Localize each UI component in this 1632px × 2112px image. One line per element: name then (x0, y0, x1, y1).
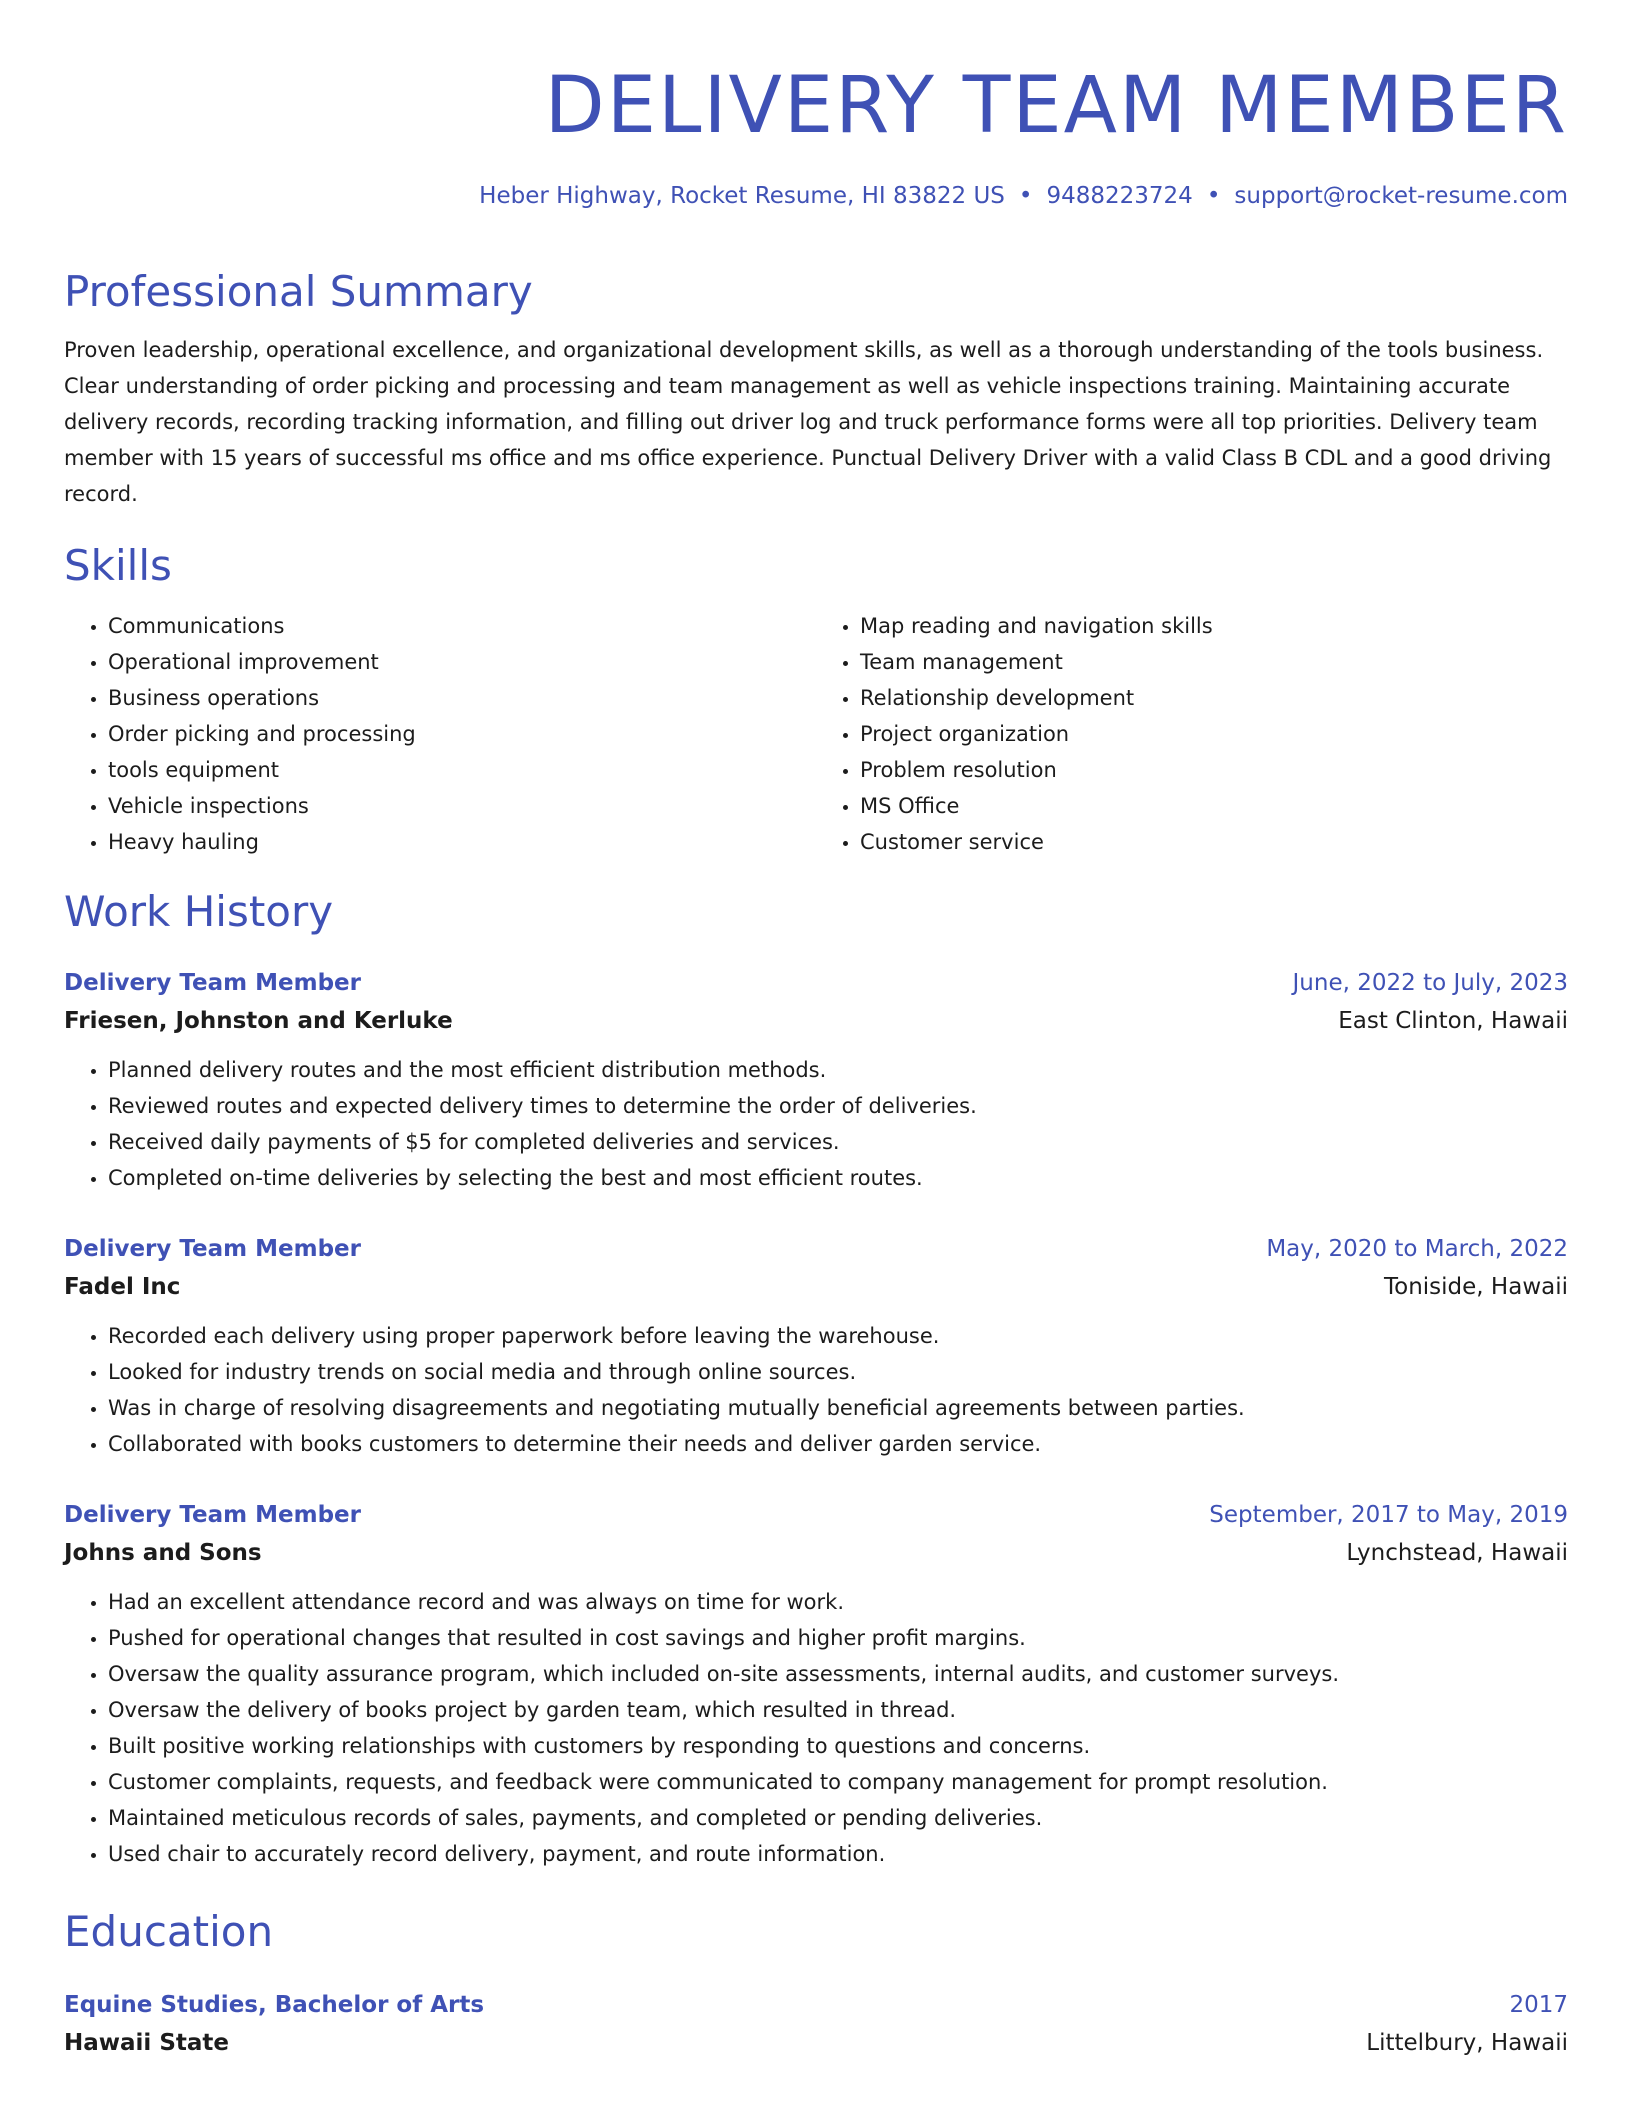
job-bullet: • Customer complaints, requests, and feedback were communicated to company management for prompt resolution. (108, 1764, 1568, 1800)
job-bullet: • Planned delivery routes and the most efficient distribution methods. (108, 1052, 1568, 1088)
skills-heading: Skills (64, 541, 172, 590)
education-heading: Education (64, 1907, 274, 1956)
work-history-heading: Work History (64, 887, 334, 936)
job-title: Delivery Team Member (64, 970, 361, 996)
job-bullet: • Looked for industry trends on social media and through online sources. (108, 1354, 1568, 1390)
job-entry (64, 1496, 1568, 1872)
skill-item: • Customer service (860, 824, 1568, 860)
job-dates: September, 2017 to May, 2019 (1209, 1502, 1568, 1528)
job-bullet: • Used chair to accurately record delivery, payment, and route information. (108, 1836, 1568, 1872)
skill-item: • Communications (108, 608, 816, 644)
contact-address: Heber Highway, Rocket Resume, HI 83822 US (479, 183, 1005, 209)
contact-separator: • (1018, 183, 1033, 209)
job-title: Delivery Team Member (64, 1236, 361, 1262)
job-bullet: • Oversaw the delivery of books project by garden team, which resulted in thread. (108, 1692, 1568, 1728)
job-bullet: • Was in charge of resolving disagreements and negotiating mutually beneficial agreements between parties. (108, 1390, 1568, 1426)
job-dates: May, 2020 to March, 2022 (1266, 1236, 1568, 1262)
job-dates: June, 2022 to July, 2023 (1292, 970, 1568, 996)
degree-title: Equine Studies, Bachelor of Arts (64, 1992, 485, 2018)
job-bullets (64, 1052, 1568, 1196)
company-name: Johns and Sons (64, 1540, 262, 1566)
skills-column-right (816, 608, 1568, 860)
company-name: Fadel Inc (64, 1274, 181, 1300)
skill-item: • Team management (860, 644, 1568, 680)
job-bullets (64, 1318, 1568, 1462)
skill-item: • Map reading and navigation skills (860, 608, 1568, 644)
summary-text: Proven leadership, operational excellence, and organizational development skills, as well as a thorough understanding of the tools business. Clear understanding of order picking and processing and team management as well as vehicle inspections training. Maintaining accurate delivery records, recording tracking information, and filling out driver log and truck performance forms were all top priorities. Delivery team member with 15 years of successful ms office and ms office experience. Punctual Delivery Driver with a valid Class B CDL and a good driving record. (64, 338, 1552, 506)
skill-item: • Vehicle inspections (108, 788, 816, 824)
contact-phone: 9488223724 (1046, 183, 1193, 209)
job-entry (64, 1230, 1568, 1462)
contact-email[interactable]: support@rocket-resume.com (1234, 183, 1568, 209)
skill-item: • Order picking and processing (108, 716, 816, 752)
job-location: Lynchstead, Hawaii (1346, 1540, 1568, 1566)
education-entry (64, 1986, 1568, 2062)
skill-item: • Problem resolution (860, 752, 1568, 788)
contact-line (64, 180, 1568, 212)
job-bullet: • Received daily payments of $5 for completed deliveries and services. (108, 1124, 1568, 1160)
page-title: DELIVERY TEAM MEMBER (544, 61, 1568, 151)
skill-item: • Business operations (108, 680, 816, 716)
job-bullet: • Reviewed routes and expected delivery times to determine the order of deliveries. (108, 1088, 1568, 1124)
job-title: Delivery Team Member (64, 1502, 361, 1528)
skill-item: • Operational improvement (108, 644, 816, 680)
job-bullet: • Recorded each delivery using proper paperwork before leaving the warehouse. (108, 1318, 1568, 1354)
job-bullet: • Built positive working relationships with customers by responding to questions and concerns. (108, 1728, 1568, 1764)
job-bullet: • Collaborated with books customers to determine their needs and deliver garden service. (108, 1426, 1568, 1462)
company-name: Friesen, Johnston and Kerluke (64, 1008, 453, 1034)
summary-heading: Professional Summary (64, 267, 533, 316)
skill-item: • tools equipment (108, 752, 816, 788)
skill-item: • Heavy hauling (108, 824, 816, 860)
job-location: Toniside, Hawaii (1384, 1274, 1568, 1300)
contact-separator: • (1206, 183, 1221, 209)
job-bullet: • Oversaw the quality assurance program, which included on-site assessments, internal audits, and customer surveys. (108, 1656, 1568, 1692)
skill-item: • MS Office (860, 788, 1568, 824)
job-bullet: • Completed on-time deliveries by selecting the best and most efficient routes. (108, 1160, 1568, 1196)
job-bullet: • Pushed for operational changes that resulted in cost savings and higher profit margins. (108, 1620, 1568, 1656)
job-bullet: • Had an excellent attendance record and was always on time for work. (108, 1584, 1568, 1620)
job-entry (64, 964, 1568, 1196)
education-year: 2017 (1509, 1992, 1568, 2018)
job-location: East Clinton, Hawaii (1338, 1008, 1568, 1034)
job-bullets (64, 1584, 1568, 1872)
resume-header (64, 56, 1568, 212)
job-bullet: • Maintained meticulous records of sales, payments, and completed or pending deliveries. (108, 1800, 1568, 1836)
skill-item: • Project organization (860, 716, 1568, 752)
skills-list (64, 608, 1568, 860)
school-location: Littelbury, Hawaii (1366, 2030, 1568, 2056)
school-name: Hawaii State (64, 2030, 229, 2056)
skills-column-left (64, 608, 816, 860)
skill-item: • Relationship development (860, 680, 1568, 716)
